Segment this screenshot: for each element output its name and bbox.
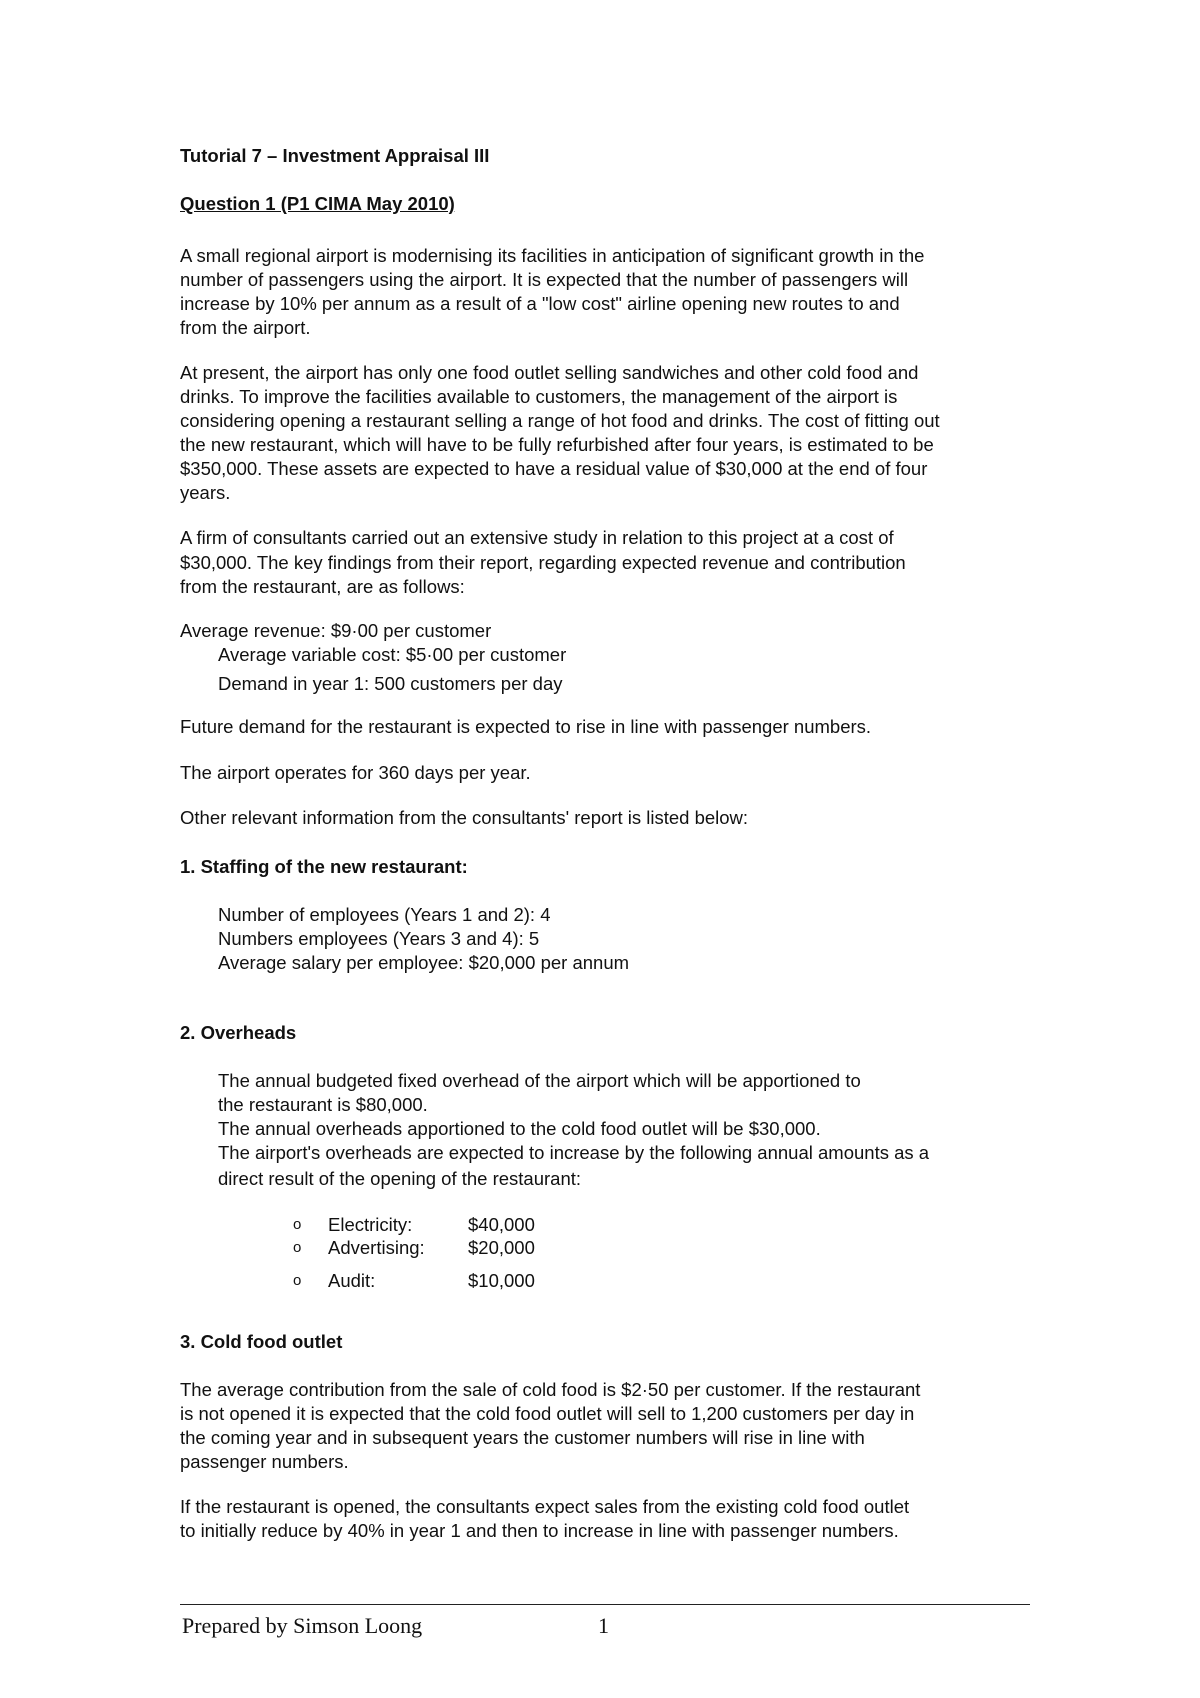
text-line: If the restaurant is opened, the consultants expect sales from the existing cold food outlet <box>180 1496 910 1517</box>
text-line: from the airport. <box>180 317 311 338</box>
other-info: Other relevant information from the consultants' report is listed below: <box>180 807 749 828</box>
text-line: to initially reduce by 40% in year 1 and then to increase in line with passenger numbers. <box>180 1520 899 1541</box>
text-line: The annual overheads apportioned to the cold food outlet will be $30,000. <box>218 1118 821 1139</box>
footer-divider <box>180 1604 1030 1605</box>
text-line: Average salary per employee: $20,000 per annum <box>218 952 630 973</box>
text-line: number of passengers using the airport. It is expected that the number of passengers will <box>180 269 909 290</box>
footer-author: Prepared by Simson Loong <box>182 1613 423 1638</box>
future-demand: Future demand for the restaurant is expected to rise in line with passenger numbers. <box>180 716 872 737</box>
text-line: At present, the airport has only one food outlet selling sandwiches and other cold food and <box>180 362 919 383</box>
page-number: 1 <box>598 1613 609 1638</box>
text-line: The average contribution from the sale of cold food is $2·50 per customer. If the restaurant <box>180 1379 921 1400</box>
section-heading: 2. Overheads <box>180 1022 297 1043</box>
item-amount: $10,000 <box>468 1270 535 1291</box>
text-line: is not opened it is expected that the cold food outlet will sell to 1,200 customers per day in <box>180 1403 915 1424</box>
text-line: A firm of consultants carried out an extensive study in relation to this project at a cost of <box>180 527 894 548</box>
text-line: direct result of the opening of the restaurant: <box>218 1168 582 1189</box>
demand-year1: Demand in year 1: 500 customers per day <box>218 673 563 694</box>
text-line: the new restaurant, which will have to be fully refurbished after four years, is estimated to be <box>180 434 934 455</box>
text-line: years. <box>180 482 231 503</box>
page-title: Tutorial 7 – Investment Appraisal III <box>180 145 490 166</box>
avg-revenue: Average revenue: $9·00 per customer <box>180 620 492 641</box>
section-heading: 1. Staffing of the new restaurant: <box>180 856 468 877</box>
text-line: increase by 10% per annum as a result of a "low cost" airline opening new routes to and <box>180 293 900 314</box>
text-line: The annual budgeted fixed overhead of the airport which will be apportioned to <box>218 1070 861 1091</box>
item-label: Electricity: <box>328 1214 413 1235</box>
text-line: Number of employees (Years 1 and 2): 4 <box>218 904 551 925</box>
text-line: the restaurant is $80,000. <box>218 1094 428 1115</box>
text-line: $30,000. The key findings from their report, regarding expected revenue and contribution <box>180 552 906 573</box>
text-line: The airport's overheads are expected to increase by the following annual amounts as a <box>218 1142 930 1163</box>
avg-variable-cost: Average variable cost: $5·00 per customer <box>218 644 567 665</box>
item-label: Audit: <box>328 1270 376 1291</box>
item-label: Advertising: <box>328 1237 425 1258</box>
item-amount: $20,000 <box>468 1237 535 1258</box>
circle-bullet-icon: o <box>293 1216 302 1233</box>
text-line: passenger numbers. <box>180 1451 349 1472</box>
item-amount: $40,000 <box>468 1214 535 1235</box>
text-line: considering opening a restaurant selling a range of hot food and drinks. The cost of fitting out <box>180 410 940 431</box>
text-line: Numbers employees (Years 3 and 4): 5 <box>218 928 540 949</box>
circle-bullet-icon: o <box>293 1239 302 1256</box>
text-line: the coming year and in subsequent years the customer numbers will rise in line with <box>180 1427 865 1448</box>
circle-bullet-icon: o <box>293 1272 302 1289</box>
text-line: drinks. To improve the facilities available to customers, the management of the airport is <box>180 386 898 407</box>
text-line: from the restaurant, are as follows: <box>180 576 465 597</box>
operating-days: The airport operates for 360 days per year. <box>180 762 531 783</box>
question-heading: Question 1 (P1 CIMA May 2010) <box>180 193 455 214</box>
text-line: $350,000. These assets are expected to have a residual value of $30,000 at the end of four <box>180 458 928 479</box>
text-line: A small regional airport is modernising its facilities in anticipation of significant growth in the <box>180 245 925 266</box>
section-heading: 3. Cold food outlet <box>180 1331 343 1352</box>
